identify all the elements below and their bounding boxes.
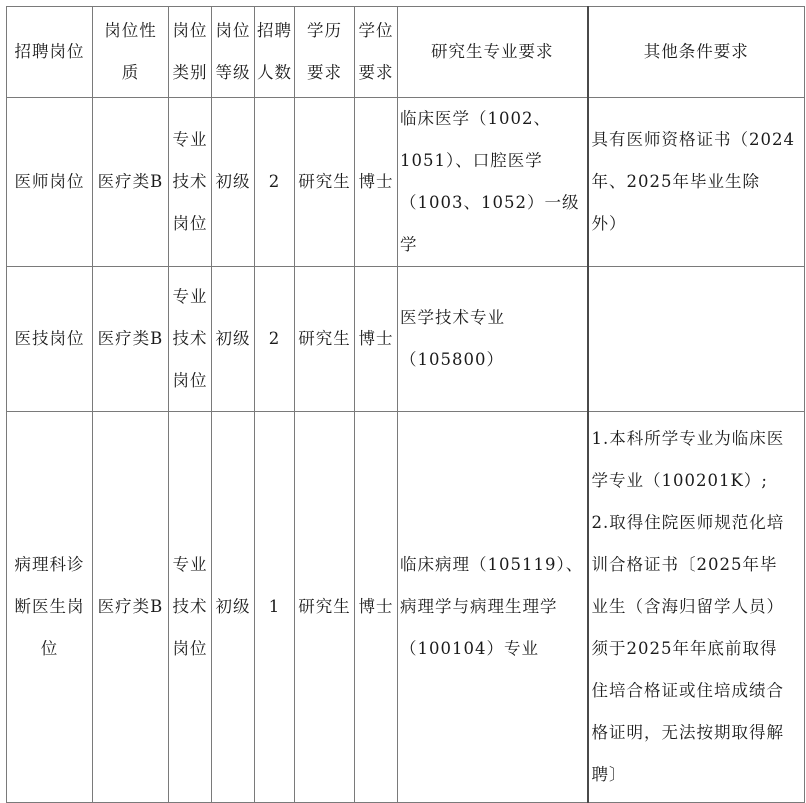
cell-count: 2 [255, 98, 295, 267]
header-category: 岗位 类别 [169, 7, 212, 98]
header-level: 岗位 等级 [212, 7, 255, 98]
cell-nature: 医疗类B [93, 412, 169, 803]
header-nature: 岗位性 质 [93, 7, 169, 98]
cell-other [588, 267, 805, 412]
header-degree: 学位 要求 [355, 7, 398, 98]
cell-level: 初级 [212, 412, 255, 803]
cell-nature: 医疗类B [93, 98, 169, 267]
table-row [7, 267, 805, 412]
cell-category: 专业 技术 岗位 [169, 98, 212, 267]
cell-level: 初级 [212, 267, 255, 412]
table-row [7, 412, 805, 803]
cell-count: 1 [255, 412, 295, 803]
header-post: 招聘岗位 [7, 7, 93, 98]
cell-degree: 博士 [355, 98, 398, 267]
cell-education: 研究生 [295, 412, 355, 803]
table-row [7, 98, 805, 267]
cell-major: 临床医学（1002、 1051）、口腔医学 （1003、1052）一级学 [398, 98, 588, 267]
cell-nature: 医疗类B [93, 267, 169, 412]
header-other: 其他条件要求 [588, 7, 805, 98]
cell-degree: 博士 [355, 267, 398, 412]
header-row [7, 7, 805, 98]
cell-category: 专业 技术 岗位 [169, 412, 212, 803]
cell-other: 1.本科所学专业为临床医 学专业（100201K）; 2.取得住院医师规范化培 训合格证书〔2025年毕 业生（含海归留学人员） 须于2025年年底前取得 住培合格证或住培成绩合 格证明，无法按期取得解 聘〕 [588, 412, 805, 803]
header-major: 研究生专业要求 [398, 7, 588, 98]
recruitment-table [6, 6, 805, 803]
cell-post: 医师岗位 [7, 98, 93, 267]
cell-major: 临床病理（105119）、 病理学与病理生理学 （100104）专业 [398, 412, 588, 803]
cell-major: 医学技术专业 （105800） [398, 267, 588, 412]
cell-post: 病理科诊 断医生岗 位 [7, 412, 93, 803]
cell-category: 专业 技术 岗位 [169, 267, 212, 412]
cell-education: 研究生 [295, 267, 355, 412]
cell-other: 具有医师资格证书（2024 年、2025年毕业生除 外） [588, 98, 805, 267]
header-education: 学历 要求 [295, 7, 355, 98]
cell-level: 初级 [212, 98, 255, 267]
header-count: 招聘 人数 [255, 7, 295, 98]
cell-degree: 博士 [355, 412, 398, 803]
cell-post: 医技岗位 [7, 267, 93, 412]
cell-education: 研究生 [295, 98, 355, 267]
cell-count: 2 [255, 267, 295, 412]
